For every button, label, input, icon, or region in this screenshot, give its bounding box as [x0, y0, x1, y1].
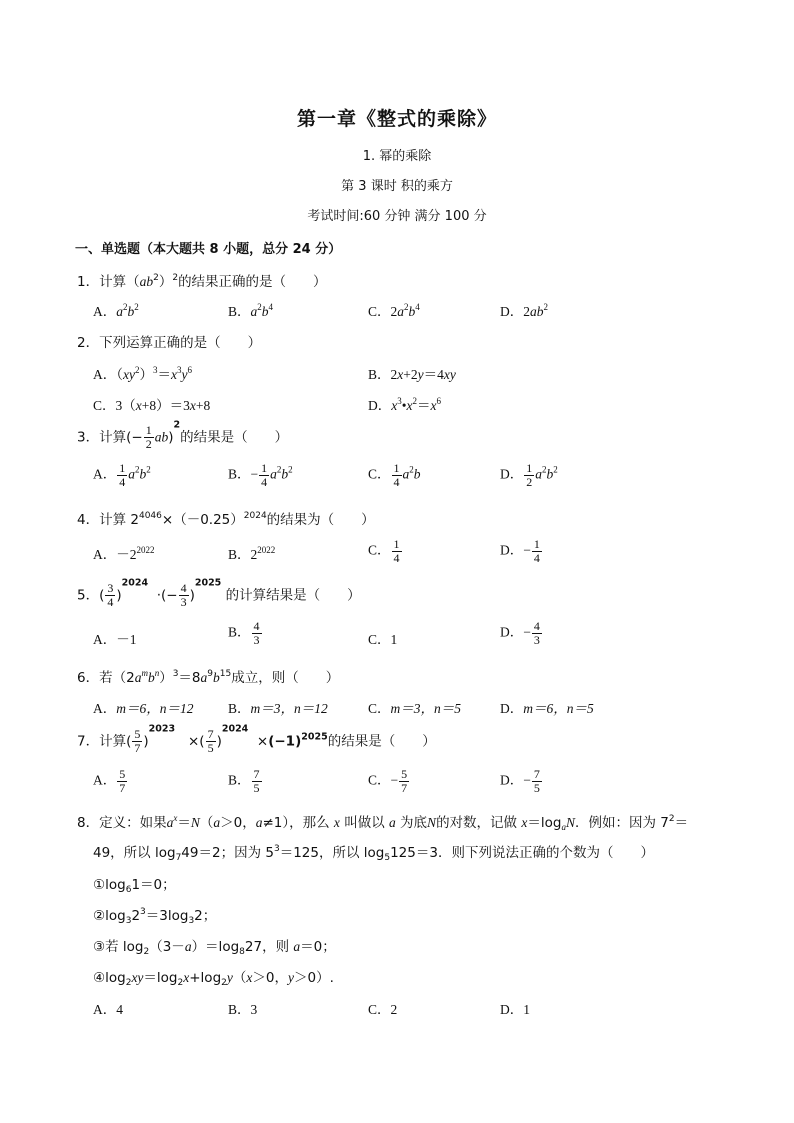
question-text: 的结果是（ ） [327, 733, 436, 750]
question-number: 2． [77, 335, 100, 351]
option-c: C．$2a^2b^4$ [368, 302, 420, 319]
question-8-line-2: 49，所以 $\log_749=2$；因为 $5^3=125$，所以 $\log_5125=3$．则下列说法正确的个数为（ ） [93, 844, 654, 863]
statement-4: $④\log_2xy=\log_2x+\log_2y(x>0$，y＞0）. [93, 970, 334, 988]
option-a: A．$a^2b^2$ [93, 302, 139, 319]
option-d: D．− $\frac{7}{5}$ [500, 767, 540, 795]
question-text: 计算( [99, 429, 132, 446]
question-8-line-1: 8．定义：如果$a^x=N(a>0$，a≠1），那么 x 叫做以 a 为底N的对数，记做 $x=\log_aN$．例如：因为 $7^2=$ [77, 813, 689, 832]
question-text: 成立，则（ ） [231, 670, 340, 686]
option-d: D． $\frac{1}{2}$ $a^2b^2$ [500, 461, 558, 489]
option-c: C．m＝3，n＝5 [368, 701, 462, 716]
option-a: A．$-2^{2022}$ [93, 545, 155, 562]
option-a: A． $\frac{1}{4}$ $a^2b^2$ [93, 461, 151, 489]
option-a: A．4 [93, 1002, 123, 1017]
option-d: D．− $\frac{4}{3}$ [500, 619, 540, 647]
option-b: B． $\frac{7}{5}$ [228, 767, 260, 795]
option-c: C． $\frac{1}{4}$ [368, 537, 400, 565]
option-c: C．1 [368, 632, 398, 647]
question-number: 5． [77, 587, 100, 604]
period-subtitle: 第 3 课时 积的乘方 [341, 179, 453, 194]
option-b: B．$a^2b^4$ [228, 302, 274, 319]
question-number: 1． [77, 274, 100, 290]
question-7: 7．计算( $\frac{5}{7}$ )$^{2023}$ ×( $\frac{7}{5}$ )$^{2024} \times(-1)^{2025}$的结果是（ ） [77, 723, 436, 755]
option-b: B． $\frac{4}{3}$ [228, 619, 260, 647]
question-number: 8． [77, 815, 100, 831]
option-b: B．− $\frac{1}{4}$ $a^2b^2$ [228, 461, 293, 489]
question-text: 的结果正确的是（ ） [178, 274, 327, 290]
question-text: 若（ [99, 670, 127, 686]
question-2 [77, 331, 261, 351]
question-number: 3． [77, 429, 100, 446]
question-text: 的计算结果是（ ） [225, 587, 361, 604]
question-4: 4．计算 $2^{4046}\times(-0.25)^{2024}$的结果为（ ） [77, 511, 375, 528]
question-number: 4． [77, 512, 100, 528]
option-d: D．$x^3•x^2=x^6$ [368, 396, 441, 413]
question-3: 3．计算(− $\frac{1}{2}$ ab)$^2$的结果是（ ） [77, 419, 289, 451]
option-a: A．$(xy^2)^3=x^3y^6$ [93, 365, 192, 382]
exam-info: 考试时间:60 分钟 满分 100 分 [307, 209, 487, 224]
question-5: 5．( $\frac{3}{4}$ )$^{2024}$ ·(− $\frac{4}{3}$ )$^{2025}$ 的计算结果是（ ） [77, 577, 361, 609]
option-b: B．$2^{2022}$ [228, 545, 276, 562]
question-6: 6．若$(2a^mb^n)^3=8a^9b^{15}$成立，则（ ） [77, 668, 340, 686]
statement-3: ③若 $\log_2(3-a)=\log_827$，则 a＝0； [93, 939, 336, 957]
option-c: C． $\frac{1}{4}$ $a^2b$ [368, 461, 421, 489]
question-number: 6． [77, 670, 100, 686]
question-number: 7． [77, 733, 100, 750]
option-c: C．2 [368, 1002, 398, 1017]
question-text: 的结果为（ ） [266, 512, 375, 528]
lesson-subtitle: 1. 幂的乘除 [362, 149, 432, 164]
question-text: 下列运算正确的是（ ） [99, 335, 262, 351]
question-text: 计算 [99, 733, 127, 750]
option-d: D．− $\frac{1}{4}$ [500, 537, 540, 565]
option-d: D．$2ab^2$ [500, 302, 548, 319]
option-b: B．3 [228, 1002, 258, 1017]
option-b: B．m＝3，n＝12 [228, 701, 328, 716]
page-title: 第一章《整式的乘除》 [296, 108, 497, 130]
option-a: A．m＝6，n＝12 [93, 701, 194, 716]
section-heading: 一、单选题（本大题共 8 小题，总分 24 分） [75, 242, 342, 257]
statement-1: $①\log_61=0$； [93, 877, 176, 895]
question-1: 1．计算$(ab^2)^2$的结果正确的是（ ） [77, 273, 327, 290]
question-text: 的结果是（ ） [180, 429, 289, 446]
option-b: B．2x+2y＝4xy [368, 367, 456, 382]
option-a: A．－1 [93, 632, 137, 647]
option-c: C．− $\frac{5}{7}$ [368, 767, 408, 795]
option-d: D．m＝6，n＝5 [500, 701, 594, 716]
option-a: A． $\frac{5}{7}$ [93, 767, 126, 795]
option-d: D．1 [500, 1002, 530, 1017]
question-text: 计算（ [99, 274, 140, 290]
option-c: C．3（x+8）＝3x+8 [93, 398, 211, 413]
statement-2: $②\log_32^3=3\log_32$； [93, 907, 217, 926]
